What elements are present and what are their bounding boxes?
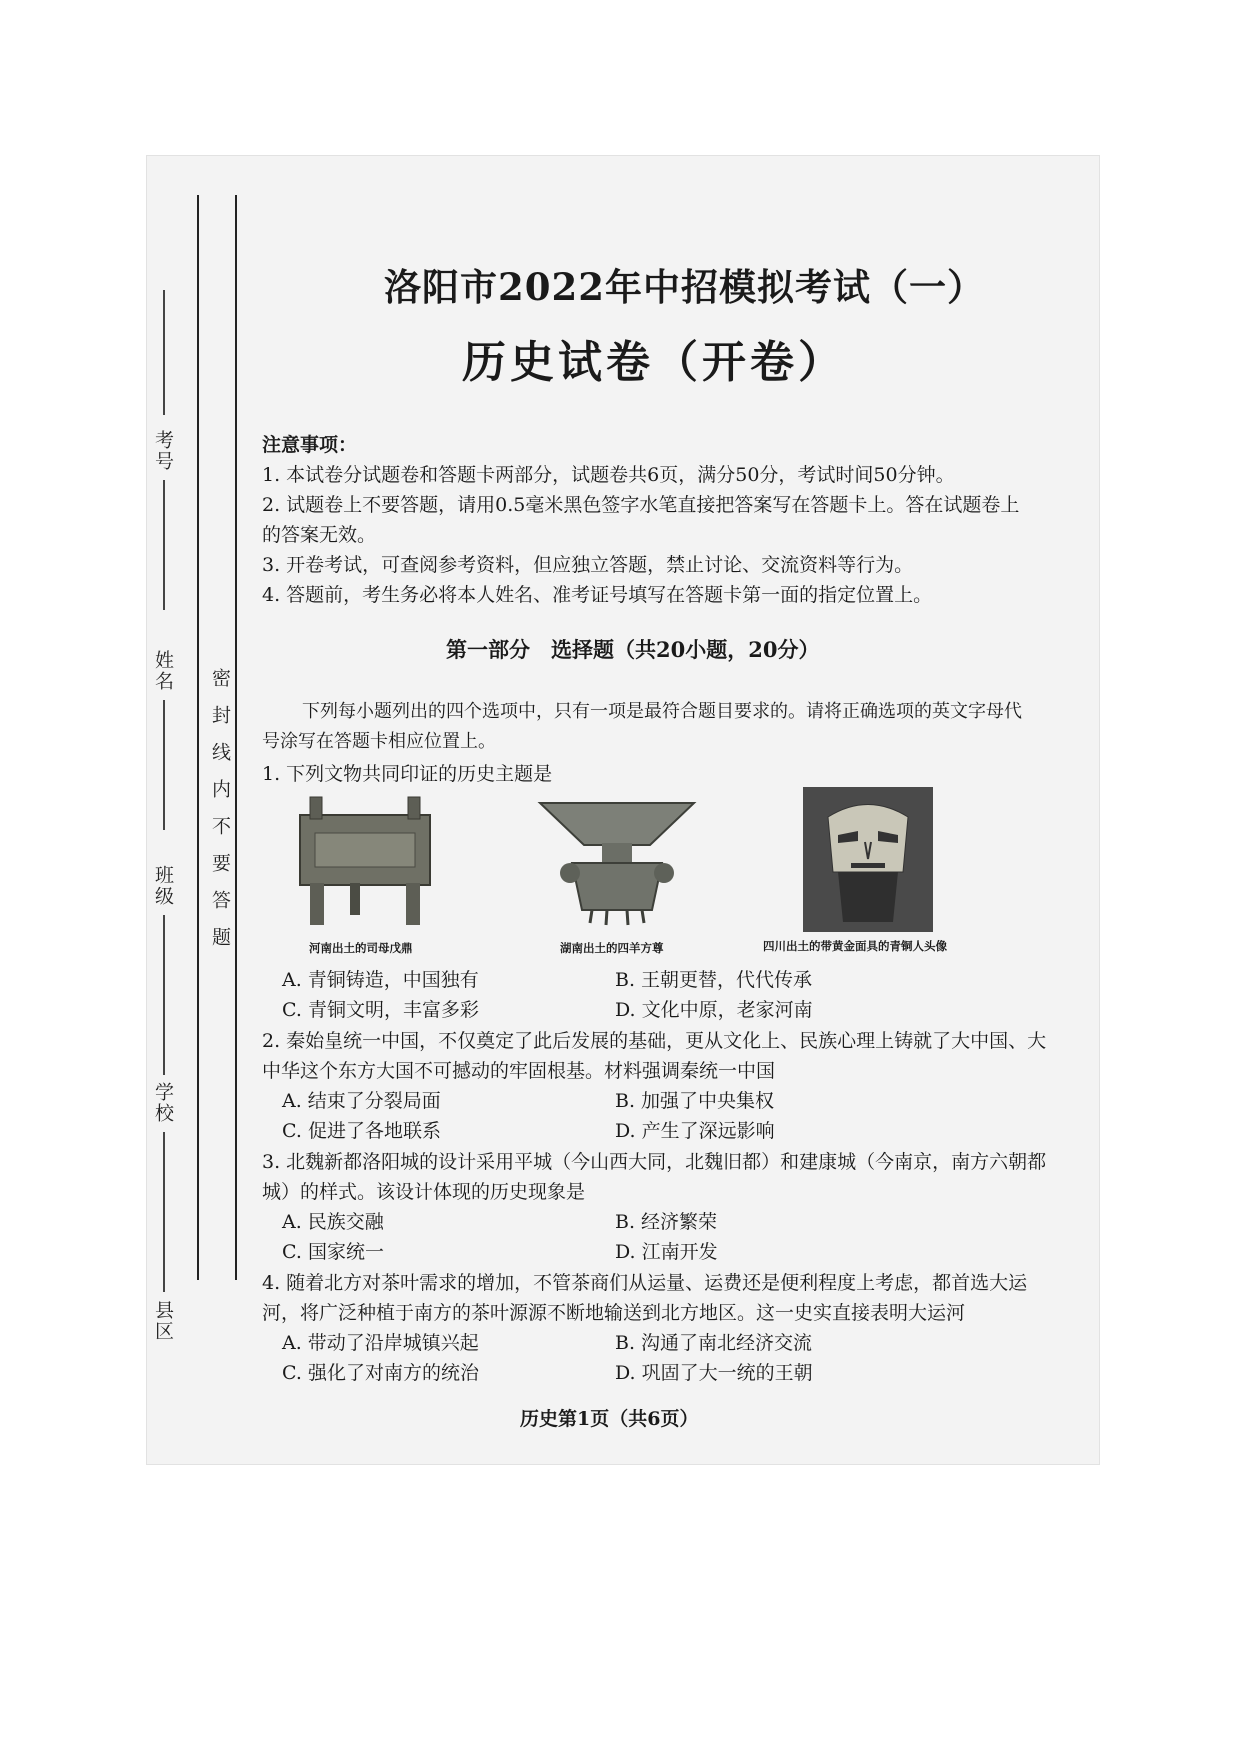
option-a: A. 青铜铸造，中国独有: [282, 969, 479, 991]
section-title: 第一部分 选择题（共20小题，20分）: [446, 637, 820, 662]
exam-number-label: 考号: [152, 430, 174, 472]
option-c: C. 青铜文明，丰富多彩: [282, 999, 479, 1021]
question-stem: 3. 北魏新都洛阳城的设计采用平城（今山西大同，北魏旧都）和建康城（今南京，南方六朝都城）的样式。该设计体现的历史现象是: [262, 1151, 1047, 1203]
option-d: D. 巩固了大一统的王朝: [615, 1362, 813, 1384]
figure-caption: 湖南出土的四羊方尊: [560, 941, 664, 955]
notice-item: 4. 答题前，考生务必将本人姓名、准考证号填写在答题卡第一面的指定位置上。: [262, 584, 933, 606]
district-label: 县区: [152, 1300, 174, 1342]
exam-number-blank: [163, 290, 165, 415]
section-instruction: 下列每小题列出的四个选项中，只有一项是最符合题目要求的。请将正确选项的英文字母代号涂写在答题卡相应位置上。: [262, 701, 1022, 752]
question-stem: 2. 秦始皇统一中国，不仅奠定了此后发展的基础，更从文化上、民族心理上铸就了大中国、大中华这个东方大国不可撼动的牢固根基。材料强调秦统一中国: [262, 1030, 1047, 1082]
option-b: B. 王朝更替，代代传承: [615, 969, 813, 991]
binding-line: [235, 195, 237, 1280]
page-footer: 历史第1页（共6页）: [520, 1408, 699, 1430]
question-stem: 1. 下列文物共同印证的历史主题是: [262, 763, 553, 785]
notice-item: 2. 试题卷上不要答题，请用0.5毫米黑色签字水笔直接把答案写在答题卡上。答在试题卷上的答案无效。: [262, 494, 1020, 546]
school-blank: [163, 1132, 165, 1292]
bronze-head-gold-mask-image: [803, 787, 933, 932]
school-label: 学校: [152, 1082, 174, 1124]
class-blank: [163, 915, 165, 1075]
name-label: 姓名: [152, 650, 174, 692]
option-d: D. 江南开发: [615, 1241, 718, 1263]
option-a: A. 结束了分裂局面: [282, 1090, 441, 1112]
option-b: B. 经济繁荣: [615, 1211, 718, 1233]
figure-caption: 河南出土的司母戊鼎: [309, 941, 413, 955]
option-c: C. 强化了对南方的统治: [282, 1362, 479, 1384]
notice-heading: 注意事项：: [262, 434, 358, 456]
figure-caption: 四川出土的带黄金面具的青铜人头像: [763, 939, 947, 953]
seal-line-warning: 密封线内不要答题: [209, 668, 231, 964]
option-b: B. 沟通了南北经济交流: [615, 1332, 813, 1354]
exam-title: 洛阳市2022年中招模拟考试（一）: [384, 265, 985, 309]
option-d: D. 产生了深远影响: [615, 1120, 775, 1142]
option-a: A. 带动了沿岸城镇兴起: [282, 1332, 479, 1354]
option-b: B. 加强了中央集权: [615, 1090, 775, 1112]
option-d: D. 文化中原，老家河南: [615, 999, 813, 1021]
notice-item: 3. 开卷考试，可查阅参考资料，但应独立答题，禁止讨论、交流资料等行为。: [262, 554, 914, 576]
simuwu-ding-image: [280, 795, 450, 930]
binding-line: [197, 195, 199, 1280]
option-c: C. 促进了各地联系: [282, 1120, 441, 1142]
four-ram-zun-image: [532, 795, 702, 930]
question-stem: 4. 随着北方对茶叶需求的增加，不管茶商们从运量、运费还是便利程度上考虑，都首选大运河，将广泛种植于南方的茶叶源源不断地输送到北方地区。这一史实直接表明大运河: [262, 1272, 1028, 1324]
class-label: 班级: [152, 865, 174, 907]
option-c: C. 国家统一: [282, 1241, 384, 1263]
name-blank: [163, 700, 165, 830]
option-a: A. 民族交融: [282, 1211, 384, 1233]
notice-item: 1. 本试卷分试题卷和答题卡两部分，试题卷共6页，满分50分，考试时间50分钟。: [262, 464, 955, 486]
exam-number-blank: [163, 480, 165, 610]
paper-subtitle: 历史试卷（开卷）: [462, 337, 846, 388]
